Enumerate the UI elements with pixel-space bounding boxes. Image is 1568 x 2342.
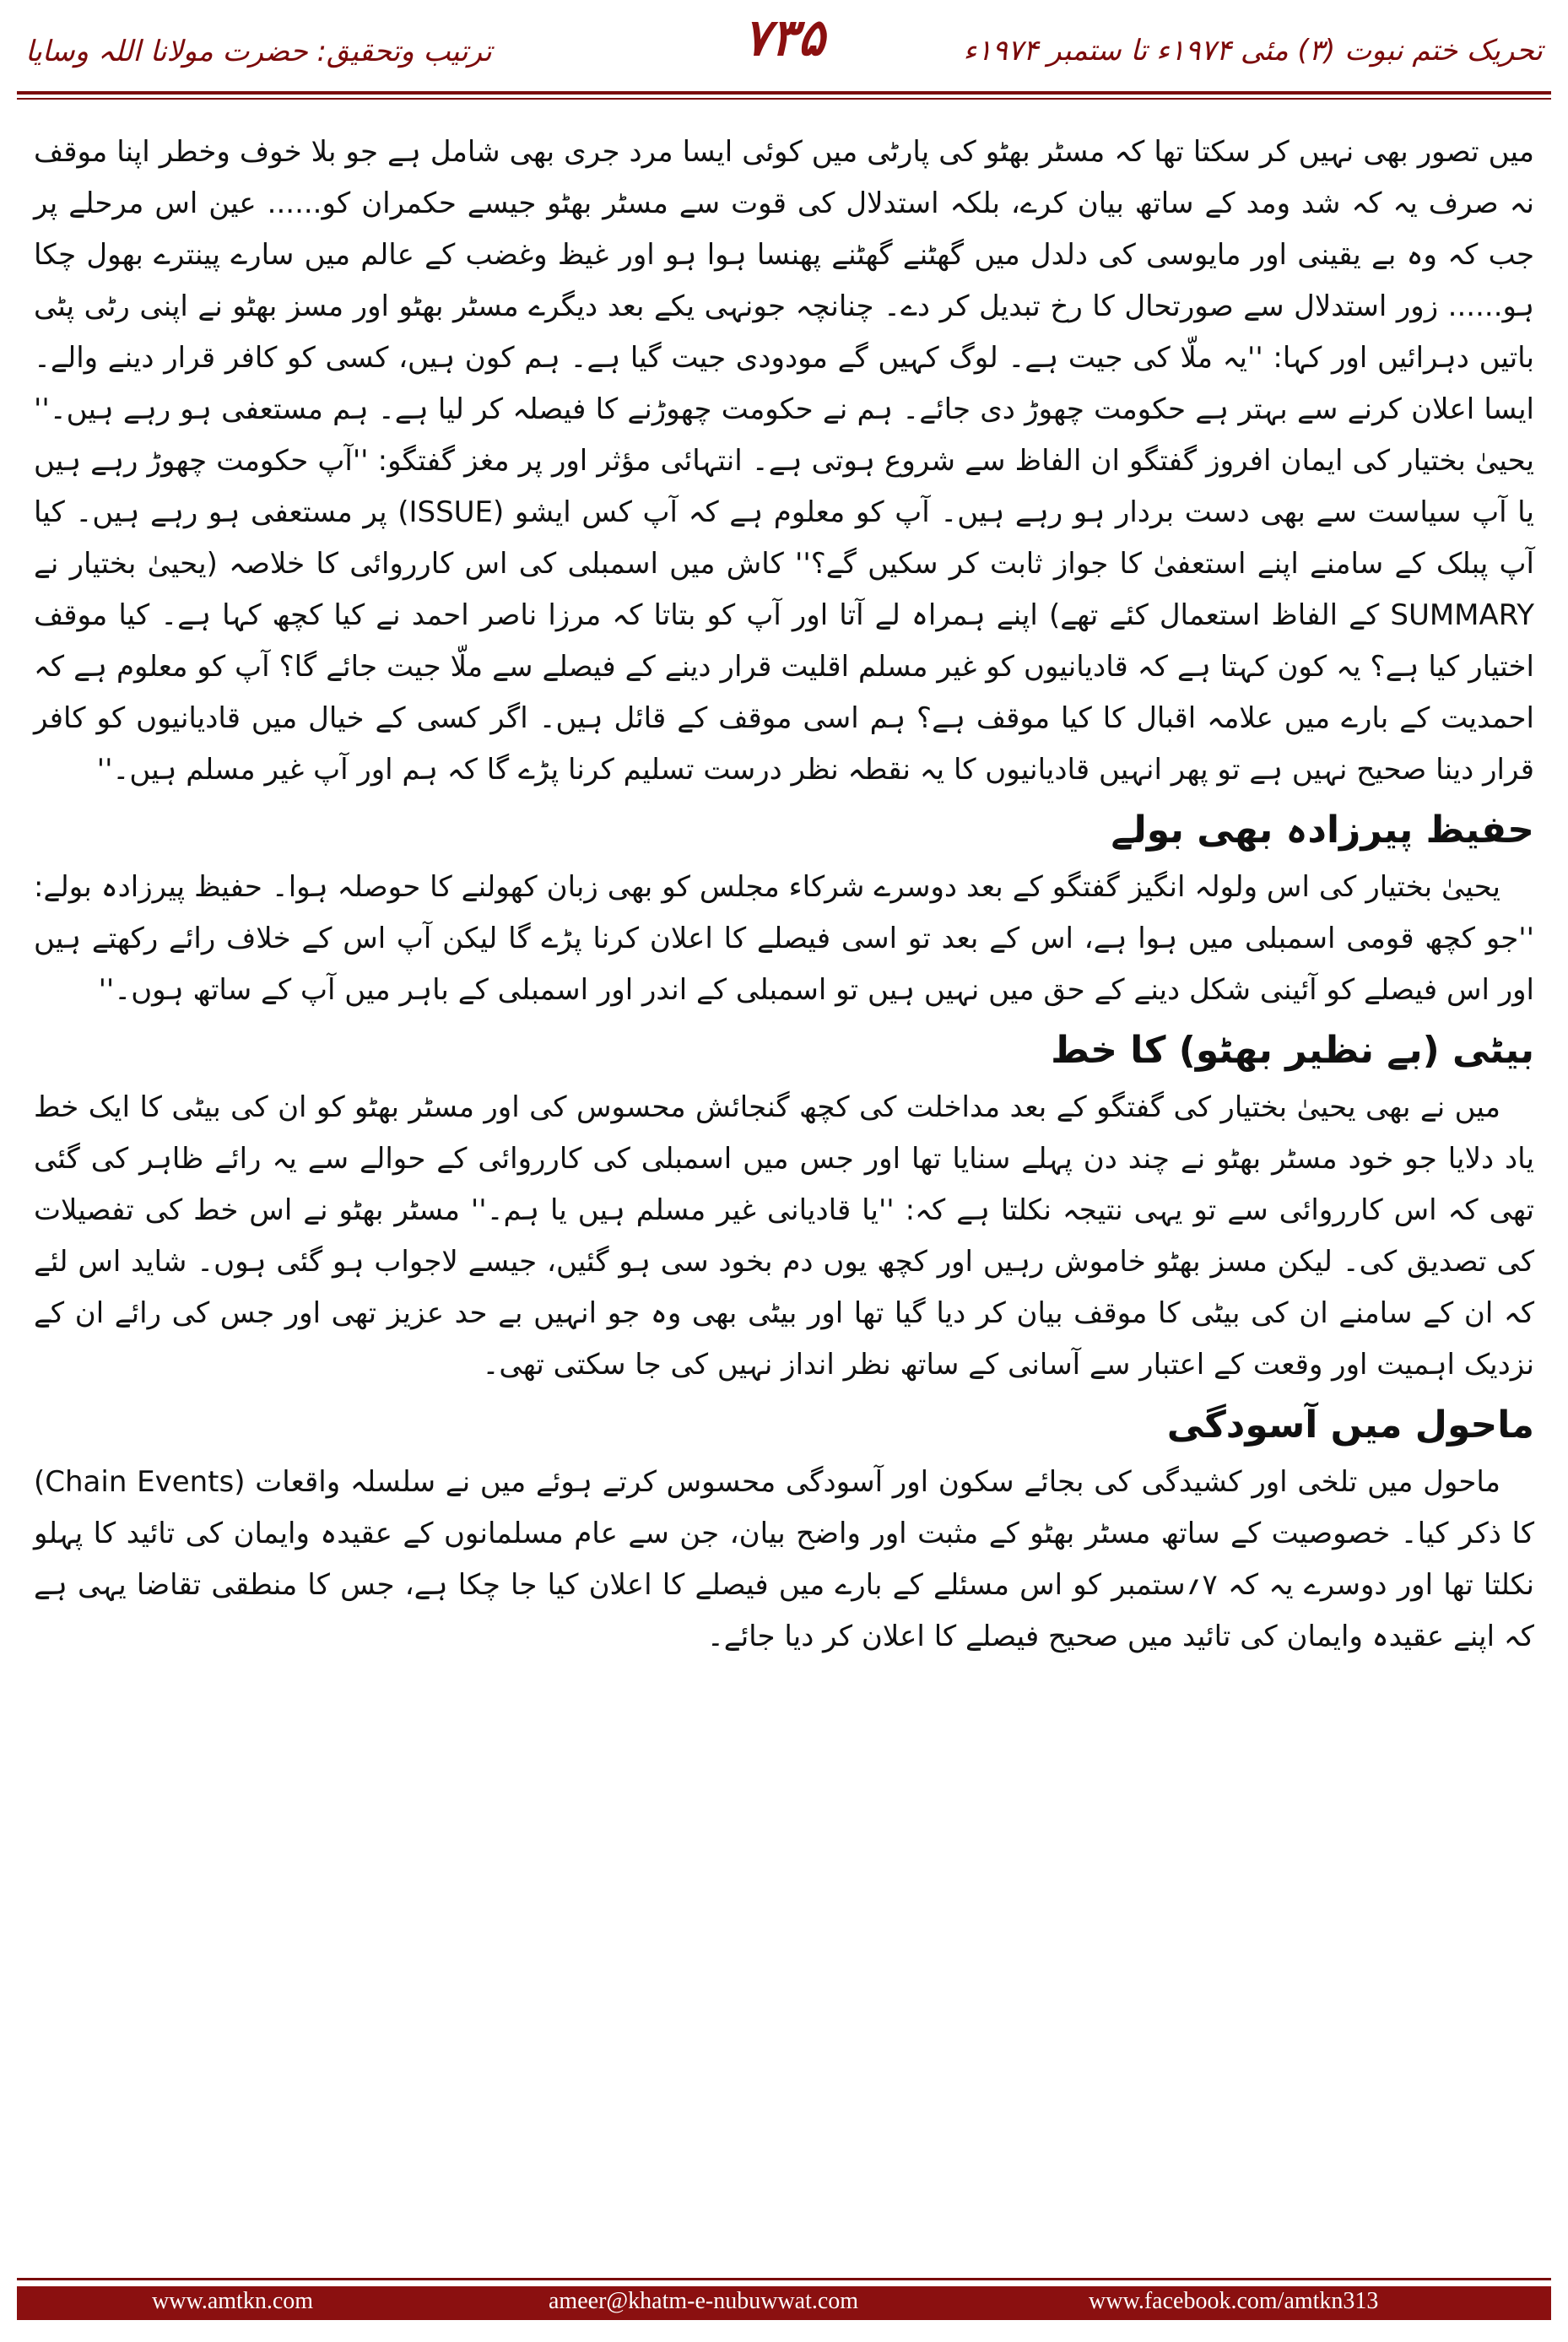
- page-footer: [0, 2266, 1568, 2342]
- section-heading-daughter-letter: بیٹی (بے نظیر بھٹو) کا خط: [1051, 1029, 1534, 1072]
- section-heading-hafeez-pirzada: حفیظ پیرزادہ بھی بولے: [1111, 809, 1534, 852]
- footer-website-link[interactable]: www.amtkn.com: [152, 2288, 314, 2314]
- section-heading-calm-atmosphere: ماحول میں آسودگی: [1166, 1404, 1534, 1447]
- paragraph-1: میں تصور بھی نہیں کر سکتا تھا کہ مسٹر بھٹو کی پارٹی میں کوئی ایسا مرد جری بھی شامل ہے جو بلا خوف وخطر اپنا موقف نہ صرف یہ کہ شد ومد کے ساتھ بیان کرے، بلکہ استدلال کی قوت سے مسٹر بھٹو جیسے حکمران کو...... عین اس مرحلے پر جب کہ وہ بے یقینی اور مایوسی کی دلدل میں گھٹنے گھٹنے پھنسا ہوا ہو اور غیظ وغضب کے عالم میں سارے پینترے بھول چکا ہو...... زور استدلال سے صورتحال کا رخ تبدیل کر دے۔ چنانچہ جونہی یکے بعد دیگرے مسٹر بھٹو اور مسز بھٹو نے اپنی رٹی پٹی باتیں دہرائیں اور کہا: ''یہ ملّا کی جیت ہے۔ لوگ کہیں گے مودودی جیت گیا ہے۔ ہم کون ہیں، کسی کو کافر قرار دینے والے۔ ایسا اعلان کرنے سے بہتر ہے حکومت چھوڑ دی جائے۔ ہم نے حکومت چھوڑنے کا فیصلہ کر لیا ہے۔ ہم مستعفی ہو رہے ہیں۔'' یحییٰ بختیار کی ایمان افروز گفتگو ان الفاظ سے شروع ہوتی ہے۔ انتہائی مؤثر اور پر مغز گفتگو: ''آپ حکومت چھوڑ رہے ہیں یا آپ سیاست سے بھی دست بردار ہو رہے ہیں۔ آپ کو معلوم ہے کہ آپ کس ایشو (ISSUE) پر مستعفی ہو رہے ہیں۔ کیا آپ پبلک کے سامنے اپنے استعفیٰ کا جواز ثابت کر سکیں گے؟'' کاش میں اسمبلی کی اس کارروائی کا خلاصہ (یحییٰ بختیار نے SUMMARY کے الفاظ استعمال کئے تھے) اپنے ہمراہ لے آتا اور آپ کو بتاتا کہ مرزا ناصر احمد نے کیا کچھ کہا ہے۔ کیا موقف اختیار کیا ہے؟ یہ کون کہتا ہے کہ قادیانیوں کو غیر مسلم اقلیت قرار دینے کے فیصلے سے ملّا جیت جائے گا؟ آپ کو معلوم ہے کہ احمدیت کے بارے میں علامہ اقبال کا کیا موقف ہے؟ ہم اسی موقف کے قائل ہیں۔ اگر کسی کے خیال میں قادیانیوں کو کافر قرار دینا صحیح نہیں ہے تو پھر انہیں قادیانیوں کا یہ نقطہ نظر درست تسلیم کرنا پڑے گا کہ ہم اور آپ غیر مسلم ہیں۔'': [34, 135, 1534, 787]
- paragraph-4: ماحول میں تلخی اور کشیدگی کی بجائے سکون اور آسودگی محسوس کرتے ہوئے میں نے سلسلہ واقعات (Chain Events) کا ذکر کیا۔ خصوصیت کے ساتھ مسٹر بھٹو کے مثبت اور واضح بیان، جن سے عام مسلمانوں کے عقیدہ وایمان کی تائید کا پہلو نکلتا تھا اور دوسرے یہ کہ ۷؍ستمبر کو اس مسئلے کے بارے میں فیصلے کا اعلان کیا جا چکا ہے، جس کا منطقی تقاضا یہی ہے کہ اپنے عقیدہ وایمان کی تائید میں صحیح فیصلے کا اعلان کر دیا جائے۔: [34, 1465, 1534, 1653]
- header-compiler-credit: ترتیب وتحقیق: حضرت مولانا اللہ وسایا: [25, 35, 492, 68]
- header-divider: [17, 91, 1551, 95]
- page-content: [34, 127, 1534, 2249]
- footer-facebook-link[interactable]: www.facebook.com/amtkn313: [1089, 2288, 1379, 2314]
- header-book-title: تحریک ختم نبوت (۳) مئی ۱۹۷۴ء تا ستمبر ۱۹۷۴ء: [963, 34, 1543, 68]
- page-header: [0, 0, 1568, 100]
- paragraph-2: یحییٰ بختیار کی اس ولولہ انگیز گفتگو کے بعد دوسرے شرکاء مجلس کو بھی زبان کھولنے کا حوصلہ ہوا۔ حفیظ پیرزادہ بولے: ''جو کچھ قومی اسمبلی میں ہوا ہے، اس کے بعد تو اسی فیصلے کا اعلان کرنا پڑے گا لیکن آپ اس کے خلاف رائے رکھتے ہیں اور اس فیصلے کو آئینی شکل دینے کے حق میں نہیں ہیں تو اسمبلی کے اندر اور اسمبلی کے باہر میں آپ کے ساتھ ہوں۔'': [34, 870, 1534, 1007]
- header-divider-thin: [17, 98, 1551, 100]
- page-number: ۷۳۵: [743, 8, 825, 68]
- paragraph-3: میں نے بھی یحییٰ بختیار کی گفتگو کے بعد مداخلت کی کچھ گنجائش محسوس کی اور مسٹر بھٹو کو ان کی بیٹی کا ایک خط یاد دلایا جو خود مسٹر بھٹو نے چند دن پہلے سنایا تھا اور جس میں اسمبلی کی کارروائی کے حوالے سے یہ رائے ظاہر کی گئی تھی کہ اس کارروائی سے تو یہی نتیجہ نکلتا ہے کہ: ''یا قادیانی غیر مسلم ہیں یا ہم۔'' مسٹر بھٹو نے اس خط کی تفصیلات کی تصدیق کی۔ لیکن مسز بھٹو خاموش رہیں اور کچھ یوں دم بخود سی ہو گئیں، جیسے لاجواب ہو گئی ہوں۔ شاید اس لئے کہ ان کے سامنے ان کی بیٹی کا موقف بیان کر دیا گیا تھا اور بیٹی بھی وہ جو انہیں بے حد عزیز تھی اور جس کی رائے ان کے نزدیک اہمیت اور وقعت کے اعتبار سے آسانی کے ساتھ نظر انداز نہیں کی جا سکتی تھی۔: [34, 1090, 1534, 1382]
- footer-email-link[interactable]: ameer@khatm-e-nubuwwat.com: [549, 2288, 859, 2314]
- footer-divider: [17, 2278, 1551, 2280]
